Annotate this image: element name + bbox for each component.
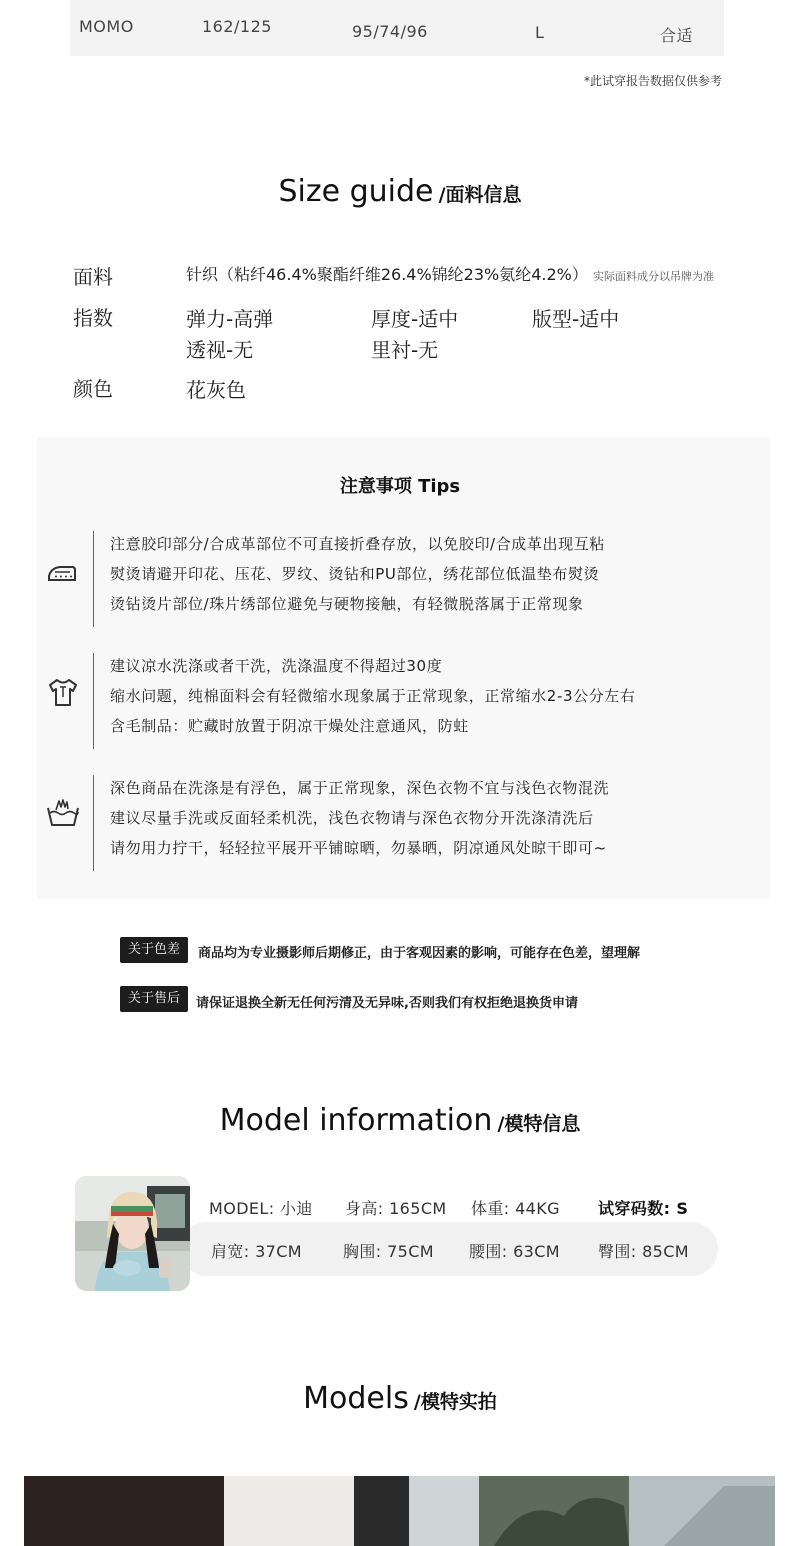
fabric-label: 面料 (73, 265, 113, 289)
tip-line: 烫钻烫片部位/珠片绣部位避免与硬物接触，有轻微脱落属于正常现象 (110, 595, 584, 613)
color-difference-badge: 关于色差 (120, 937, 188, 963)
shirt-icon (46, 675, 80, 709)
models-title-cn: /模特实拍 (413, 1391, 497, 1413)
fabric-value (186, 262, 714, 285)
tryon-fit: 合适 (660, 26, 694, 45)
index-label: 指数 (73, 306, 113, 330)
model-photo-preview (24, 1476, 775, 1546)
tip-group-care (93, 775, 753, 871)
model-weight: 体重: 44KG (471, 1199, 560, 1218)
iron-icon (46, 554, 80, 588)
model-bust: 胸围: 75CM (343, 1242, 435, 1261)
tip-line: 建议凉水洗涤或者干洗，洗涤温度不得超过30度 (110, 657, 443, 675)
model-shoulder: 肩宽: 37CM (211, 1242, 303, 1261)
tip-group-washing (93, 653, 753, 749)
index-fit: 版型-适中 (532, 307, 620, 331)
tip-line: 建议尽量手洗或反面轻柔机洗，浅色衣物请与深色衣物分开洗涤清洗后 (110, 809, 594, 827)
tip-line: 缩水问题，纯棉面料会有轻微缩水现象属于正常现象，正常缩水2-3公分左右 (110, 687, 636, 705)
index-thickness: 厚度-适中 (371, 307, 459, 331)
model-info-title-en: Model information (219, 1103, 493, 1138)
color-difference-text: 商品均为专业摄影师后期修正，由于客观因素的影响，可能存在色差，望理解 (198, 946, 641, 961)
tip-line: 请勿用力拧干，轻轻拉平展开平铺晾晒，勿暴晒，阴凉通风处晾干即可~ (110, 839, 607, 857)
tip-line: 熨烫请避开印花、压花、罗纹、烫钻和PU部位，绣花部位低温垫布熨烫 (110, 565, 600, 583)
index-transparency: 透视-无 (186, 338, 254, 362)
tryon-note: *此试穿报告数据仅供参考 (583, 74, 722, 88)
model-name: MODEL: 小迪 (209, 1199, 313, 1218)
index-elasticity: 弹力-高弹 (186, 307, 274, 331)
model-info-title-cn: /模特信息 (497, 1113, 581, 1135)
models-title-en: Models (303, 1381, 409, 1416)
size-guide-title-cn: /面料信息 (438, 184, 522, 206)
after-sales-badge: 关于售后 (120, 986, 188, 1012)
tryon-table-row (70, 0, 724, 56)
tryon-height-weight: 162/125 (202, 17, 272, 36)
color-value: 花灰色 (186, 378, 246, 402)
after-sales-text: 请保证退换全新无任何污清及无异味,否则我们有权拒绝退换货申请 (196, 996, 578, 1011)
size-guide-title-en: Size guide (278, 174, 434, 209)
tryon-size: L (535, 23, 545, 42)
model-photo-strip (24, 1476, 775, 1546)
model-size: 试穿码数: S (598, 1199, 689, 1218)
tryon-measurements: 95/74/96 (352, 22, 428, 41)
model-avatar (75, 1176, 190, 1291)
tip-line: 注意胶印部分/合成革部位不可直接折叠存放，以免胶印/合成革出现互粘 (110, 535, 605, 553)
model-hip: 臀围: 85CM (598, 1242, 690, 1261)
model-photo-image (75, 1176, 190, 1291)
tips-title: 注意事项 Tips (339, 476, 461, 497)
tip-line: 含毛制品：贮藏时放置于阴凉干燥处注意通风，防蛀 (110, 717, 469, 735)
tip-line: 深色商品在洗涤是有浮色，属于正常现象，深色衣物不宜与浅色衣物混洗 (110, 779, 610, 797)
fabric-composition: 针织（粘纤46.4%聚酯纤维26.4%锦纶23%氨纶4.2%） (186, 265, 588, 284)
tryon-name: MOMO (79, 17, 134, 36)
index-lining: 里衬-无 (371, 338, 439, 362)
fabric-note: 实际面料成分以吊牌为准 (592, 270, 714, 283)
tip-group-ironing (93, 531, 753, 627)
model-info-title (0, 1103, 800, 1138)
models-title (0, 1381, 800, 1416)
color-label: 颜色 (73, 377, 113, 401)
model-waist: 腰围: 63CM (469, 1242, 561, 1261)
size-guide-title (0, 174, 800, 209)
model-height: 身高: 165CM (345, 1199, 447, 1218)
hand-wash-icon (46, 796, 80, 830)
